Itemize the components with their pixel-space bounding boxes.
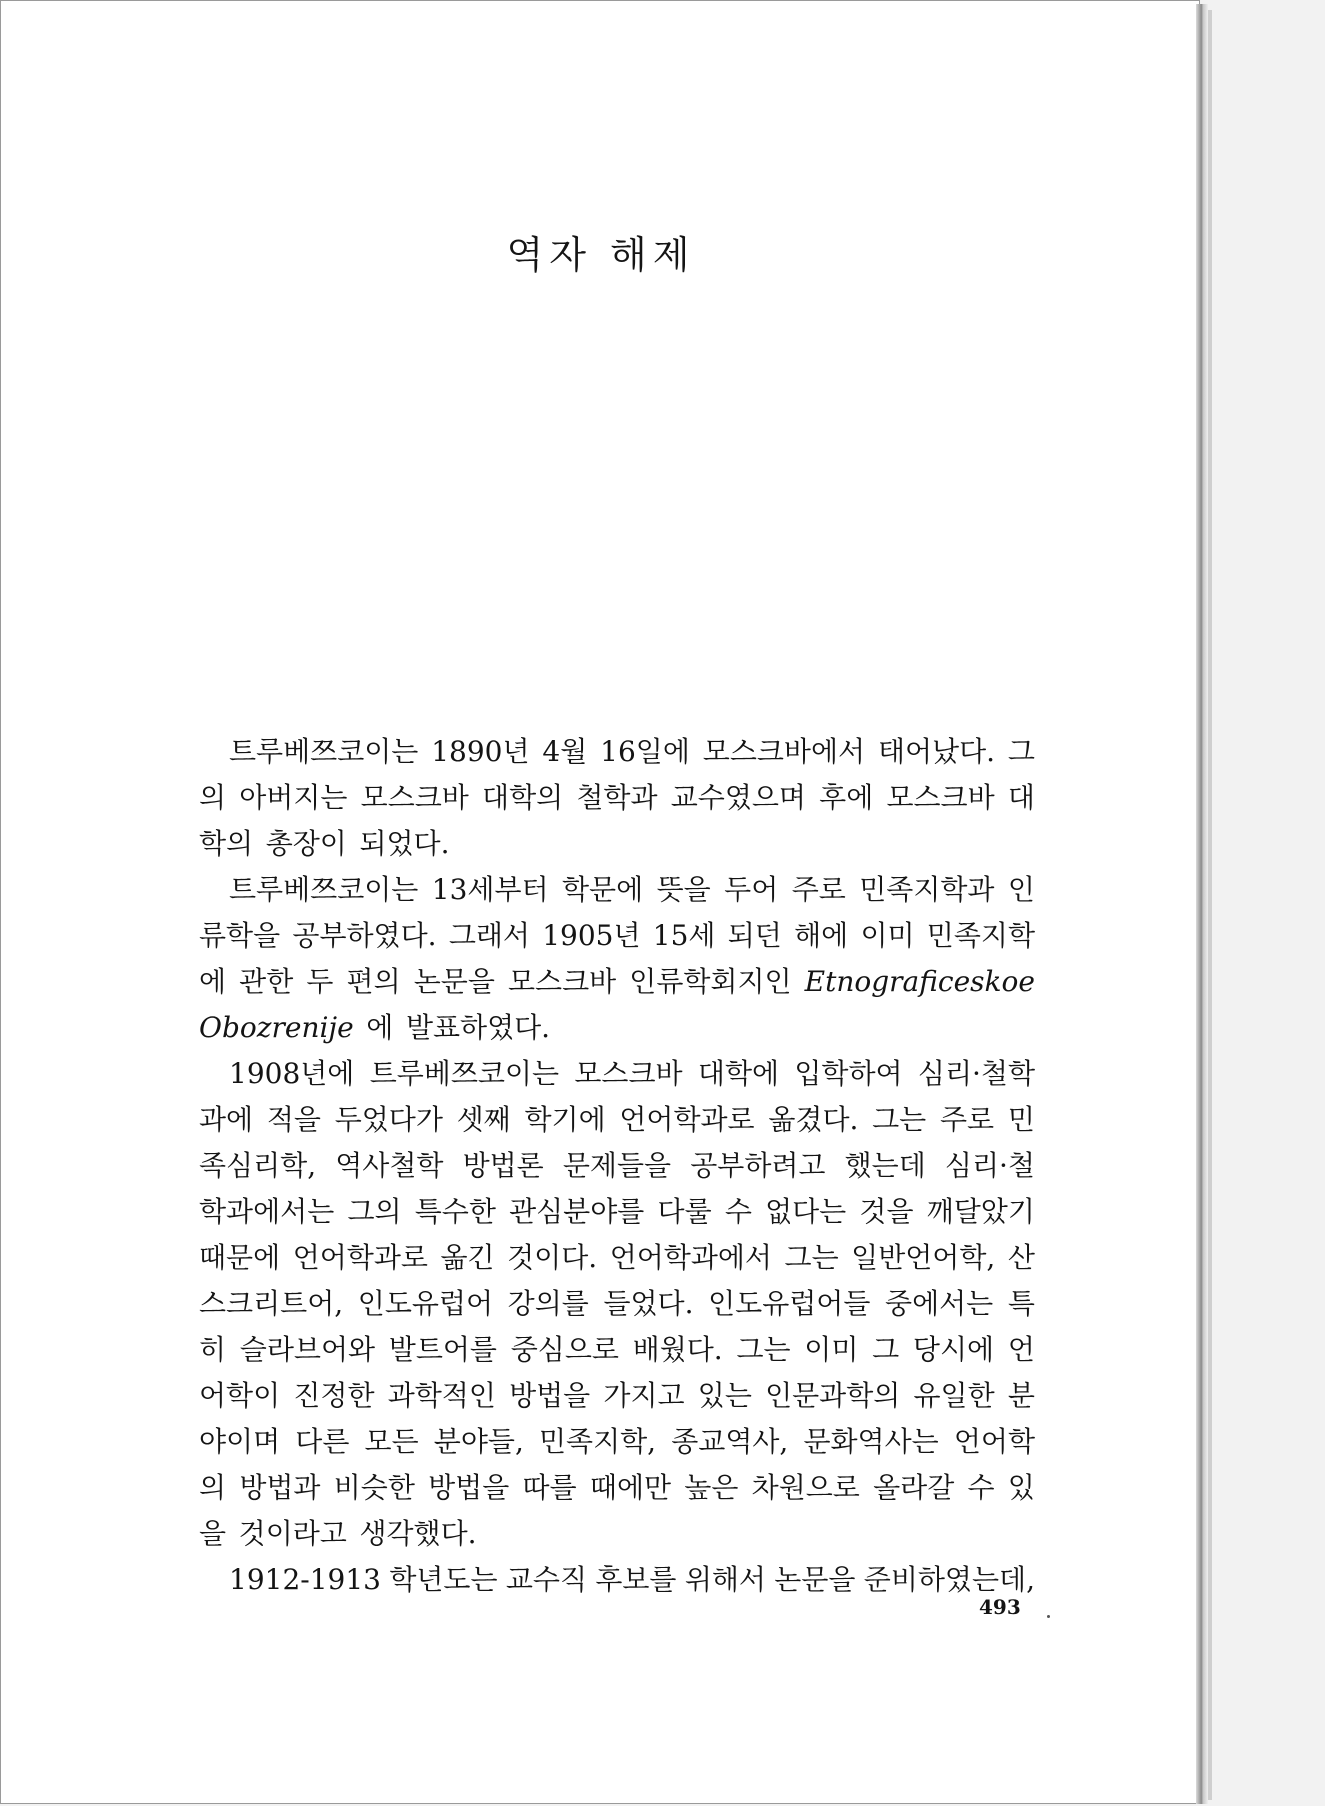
word: 발표하였다. bbox=[405, 1011, 551, 1044]
word: 특수한 bbox=[414, 1195, 496, 1228]
word: 에 bbox=[199, 965, 227, 998]
word: 언어학과로 bbox=[292, 1241, 428, 1274]
page-edge-shadow bbox=[1196, 4, 1208, 1804]
word: 것이다. bbox=[507, 1241, 598, 1274]
text-line bbox=[199, 1189, 1035, 1235]
word: 준비하였는데, bbox=[863, 1563, 1035, 1596]
text-line bbox=[199, 1235, 1035, 1281]
word: 따를 bbox=[522, 1471, 577, 1504]
word: 그의 bbox=[347, 1195, 402, 1228]
word: 높은 bbox=[684, 1471, 739, 1504]
word: 위해서 bbox=[684, 1563, 766, 1596]
word: 차원으로 bbox=[751, 1471, 860, 1504]
word: 했는데 bbox=[844, 1149, 926, 1182]
word: 되었다. bbox=[359, 827, 450, 860]
word: 언 bbox=[1007, 1333, 1035, 1366]
word: 학기에 bbox=[524, 1103, 606, 1136]
word: 셋째 bbox=[456, 1103, 511, 1136]
word: 그는 bbox=[872, 1103, 927, 1136]
word: 두어 bbox=[724, 873, 779, 906]
word: 민족지학 bbox=[926, 919, 1035, 952]
word: 대 bbox=[1007, 781, 1035, 814]
word: 슬라브어와 bbox=[239, 1333, 376, 1366]
word: 의 bbox=[199, 781, 227, 814]
word: 아버지는 bbox=[239, 781, 348, 814]
word: 생각했다. bbox=[359, 1517, 477, 1550]
word: 종교역사, bbox=[671, 1425, 789, 1458]
word: 수 bbox=[724, 1195, 752, 1228]
word: 심리·철 bbox=[944, 1149, 1035, 1182]
word: 4월 bbox=[542, 735, 588, 768]
word: 올라갈 bbox=[873, 1471, 955, 1504]
text-line bbox=[199, 1097, 1035, 1143]
word: 두 bbox=[306, 965, 334, 998]
word: 대학의 bbox=[482, 781, 564, 814]
word: 뜻을 bbox=[656, 873, 711, 906]
word: 모스크바 bbox=[574, 1057, 683, 1090]
page-number: 493 bbox=[979, 1595, 1021, 1619]
word: 강의를 bbox=[507, 1287, 589, 1320]
text-line bbox=[199, 1511, 1035, 1557]
word: 13세부터 bbox=[431, 873, 549, 906]
word: 16일에 bbox=[600, 735, 690, 768]
word: 것이라고 bbox=[238, 1517, 347, 1550]
word: 인도유럽어 bbox=[357, 1287, 494, 1320]
word: 15세 bbox=[652, 919, 716, 952]
word: 일반언어학, bbox=[851, 1241, 996, 1274]
word: 트루베쯔코이는 bbox=[369, 1057, 560, 1090]
word: 그는 bbox=[784, 1241, 839, 1274]
word: 모스크바 bbox=[507, 965, 617, 998]
word: 방법과 bbox=[239, 1471, 321, 1504]
word: 다룰 bbox=[657, 1195, 712, 1228]
print-speck bbox=[1047, 1615, 1050, 1618]
word: 모스크바에서 bbox=[702, 735, 866, 768]
word: 후보를 bbox=[595, 1563, 677, 1596]
text-line bbox=[199, 1557, 1035, 1603]
text-line bbox=[199, 821, 1035, 867]
word: 어학이 bbox=[199, 1379, 281, 1412]
chapter-title: 역자 해제 bbox=[506, 233, 696, 278]
word: 논문을 bbox=[413, 965, 495, 998]
word: 편의 bbox=[346, 965, 401, 998]
word: 다른 bbox=[295, 1425, 350, 1458]
word: 민 bbox=[1007, 1103, 1035, 1136]
word: 수 bbox=[967, 1471, 995, 1504]
word: 총장이 bbox=[265, 827, 347, 860]
word: 분야들, bbox=[433, 1425, 524, 1458]
word: 중심으로 bbox=[510, 1333, 619, 1366]
word: 1905년 bbox=[542, 919, 641, 952]
word: 진정한 bbox=[293, 1379, 375, 1412]
word: 중에서는 bbox=[885, 1287, 994, 1320]
word: 입학하여 bbox=[794, 1057, 903, 1090]
word: 대학에 bbox=[697, 1057, 780, 1090]
word: 학문에 bbox=[562, 873, 644, 906]
word: 1890년 bbox=[431, 735, 530, 768]
word: 학년도는 bbox=[389, 1563, 498, 1596]
word: 인도유럽어들 bbox=[708, 1287, 871, 1320]
text-line bbox=[199, 775, 1035, 821]
word: 있 bbox=[1007, 1471, 1035, 1504]
word: 모든 bbox=[364, 1425, 419, 1458]
word: 1912-1913 bbox=[229, 1563, 381, 1596]
text-line bbox=[199, 867, 1035, 913]
word: 이미 bbox=[860, 919, 915, 952]
word: 방법을 bbox=[509, 1379, 591, 1412]
word: 후에 bbox=[819, 781, 874, 814]
text-line bbox=[199, 913, 1035, 959]
word: 가지고 bbox=[603, 1379, 685, 1412]
word: 그는 bbox=[736, 1333, 791, 1366]
word: 모스크바 bbox=[886, 781, 995, 814]
word: 에 bbox=[366, 1011, 394, 1044]
word: 그래서 bbox=[448, 919, 530, 952]
word: 적을 bbox=[266, 1103, 321, 1136]
word: 옮긴 bbox=[440, 1241, 495, 1274]
text-line bbox=[199, 1327, 1035, 1373]
word: 과에 bbox=[199, 1103, 254, 1136]
text-line bbox=[199, 959, 1035, 1005]
word: 을 bbox=[199, 1517, 227, 1550]
text-line bbox=[199, 729, 1035, 775]
word: 발트어를 bbox=[388, 1333, 497, 1366]
word: 철학과 bbox=[576, 781, 658, 814]
word: 민족지학, bbox=[538, 1425, 657, 1458]
word: 때문에 bbox=[199, 1241, 281, 1274]
word: 산 bbox=[1007, 1241, 1035, 1274]
word: 방법론 bbox=[462, 1149, 544, 1182]
word: 교수직 bbox=[505, 1563, 587, 1596]
text-line bbox=[199, 1419, 1035, 1465]
word: 야이며 bbox=[199, 1425, 281, 1458]
word: 이미 bbox=[804, 1333, 859, 1366]
word: 1908년에 bbox=[229, 1057, 355, 1090]
word: 그 bbox=[1007, 735, 1035, 768]
word: 스크리트어, bbox=[199, 1287, 344, 1320]
word: 모스크바 bbox=[360, 781, 469, 814]
text-line bbox=[199, 1373, 1035, 1419]
word: 언어학과에서 bbox=[609, 1241, 772, 1274]
word: 비슷한 bbox=[333, 1471, 415, 1504]
word: 언어학과로 bbox=[619, 1103, 755, 1136]
word: 히 bbox=[199, 1333, 227, 1366]
word: 유일한 bbox=[913, 1379, 995, 1412]
word: 해에 bbox=[794, 919, 849, 952]
word: 문화역사는 bbox=[803, 1425, 939, 1458]
word: 학과에서는 bbox=[199, 1195, 335, 1228]
word: 두었다가 bbox=[334, 1103, 443, 1136]
text-line bbox=[199, 1005, 1035, 1051]
word: 특 bbox=[1007, 1287, 1035, 1320]
word: 없다는 bbox=[765, 1195, 847, 1228]
word: Etnograficeskoe bbox=[804, 965, 1035, 998]
word: 당시에 bbox=[912, 1333, 995, 1366]
word: 주로 bbox=[939, 1103, 995, 1136]
text-line bbox=[199, 1051, 1035, 1097]
text-line bbox=[199, 1465, 1035, 1511]
word: 의 bbox=[199, 1471, 227, 1504]
word: 인문과학의 bbox=[765, 1379, 901, 1412]
word: 인 bbox=[1007, 873, 1035, 906]
text-line bbox=[199, 1281, 1035, 1327]
word: 인류학회지인 bbox=[629, 965, 792, 998]
word: 문제들을 bbox=[562, 1149, 672, 1182]
word: 것을 bbox=[859, 1195, 914, 1228]
word: 트루베쯔코이는 bbox=[229, 735, 419, 768]
word: 민족지학과 bbox=[859, 873, 995, 906]
word: 공부하려고 bbox=[690, 1149, 826, 1182]
word: 트루베쯔코이는 bbox=[229, 873, 419, 906]
word: 류학을 bbox=[199, 919, 281, 952]
text-line bbox=[199, 1143, 1035, 1189]
word: 과학적인 bbox=[387, 1379, 496, 1412]
word: 교수였으며 bbox=[670, 781, 806, 814]
word: 심리·철학 bbox=[917, 1057, 1035, 1090]
word: 되던 bbox=[727, 919, 782, 952]
word: 관한 bbox=[239, 965, 294, 998]
word: 언어학 bbox=[953, 1425, 1035, 1458]
word: Obozrenije bbox=[199, 1011, 354, 1044]
word: 논문을 bbox=[774, 1563, 856, 1596]
word: 태어났다. bbox=[877, 735, 996, 768]
word: 방법을 bbox=[428, 1471, 510, 1504]
word: 있는 bbox=[697, 1379, 752, 1412]
word: 깨달았기 bbox=[926, 1195, 1035, 1228]
page-edge-highlight bbox=[1208, 10, 1212, 1800]
body-text bbox=[199, 729, 1035, 1603]
word: 그 bbox=[872, 1333, 900, 1366]
word: 주로 bbox=[791, 873, 846, 906]
word: 족심리학, bbox=[199, 1149, 317, 1182]
word: 분 bbox=[1007, 1379, 1035, 1412]
word: 역사철학 bbox=[335, 1149, 444, 1182]
word: 학의 bbox=[199, 827, 254, 860]
word: 공부하였다. bbox=[292, 919, 437, 952]
word: 때에만 bbox=[589, 1471, 672, 1504]
word: 관심분야를 bbox=[509, 1195, 645, 1228]
word: 배웠다. bbox=[632, 1333, 723, 1366]
word: 옮겼다. bbox=[768, 1103, 859, 1136]
word: 들었다. bbox=[603, 1287, 694, 1320]
